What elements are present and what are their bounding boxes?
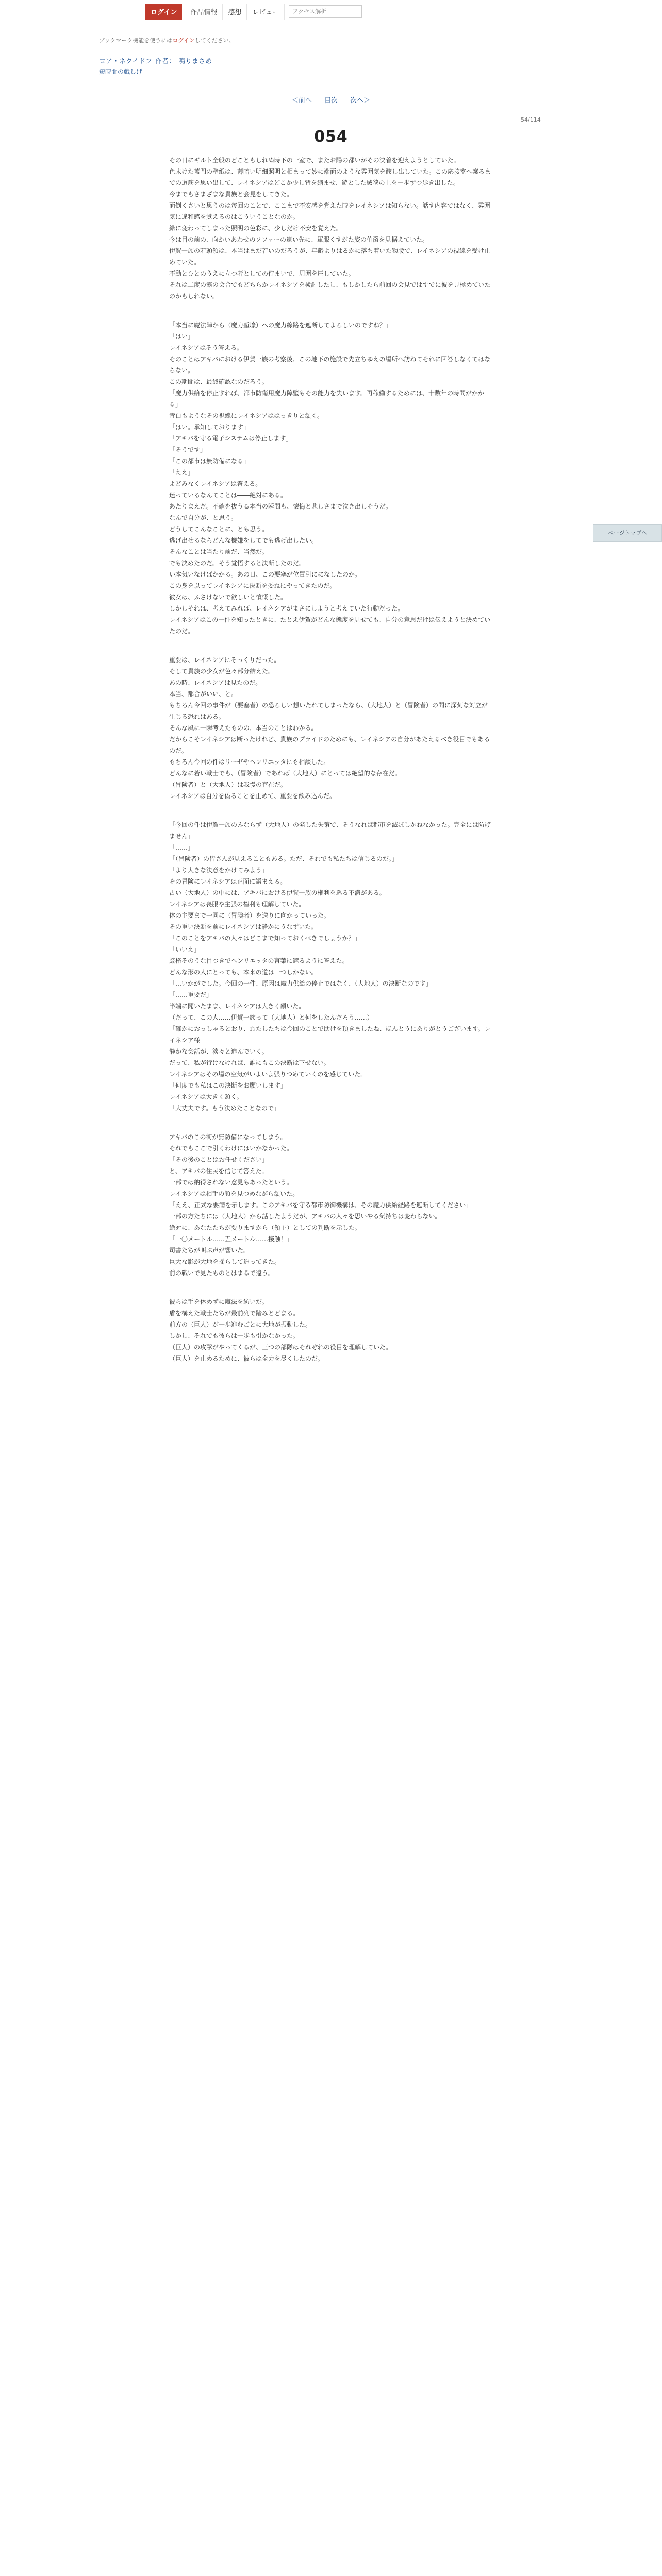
paragraph: レイネシアはその場の空気がいよいよ張りつめていくのを感じていた。 [169,1071,367,1078]
search-input[interactable] [289,5,362,18]
paragraph: なんで自分が、と思う。 [169,514,238,521]
paragraph: 「今回の件は伊賀一族のみならず（大地人）の発した失策で、そうなれば都市を滅ぼしかねなかった。完全には防げません」 [169,821,491,840]
next-link[interactable]: 次へ＞ [350,97,371,105]
author-separator: 作者： [155,58,176,65]
paragraph-gap [169,1279,493,1296]
paragraph: それは二度の露の会合でもどちらかレイネシアを検討したし、もしかしたら前回の会見ではすでに彼を見極めていたのかもしれない。 [169,281,491,300]
prev-link[interactable]: ＜前へ [291,97,312,105]
paragraph: それでもここで引くわけにはいかなかった。 [169,1145,293,1152]
paragraph: 「はい。承知しております」 [169,423,250,431]
paragraph: 体の主要まで一同に（冒険者）を送りに向かっていった。 [169,912,330,919]
paragraph: もちろん今回の件はリーゼやヘンリエッタにも相談した。 [169,758,330,766]
paragraph: （冒険者）と（大地人）は我慢の存在だ。 [169,781,287,788]
paragraph: （だって、この人……伊賀一族って（大地人）と何をしたんだろう……） [169,1014,373,1021]
paragraph: 「何度でも私はこの決断をお願いします」 [169,1082,287,1089]
paragraph: そんなことは当たり前だ、当然だ。 [169,548,269,555]
paragraph-gap [169,302,493,319]
paragraph: 絶対に、あなたたちが要りますから（領主）としての判断を示した。 [169,1224,361,1231]
paragraph: 盾を構えた戦士たちが最前列で踏みとどまる。 [169,1310,300,1317]
paragraph: 「大丈夫です。もう決めたことなので」 [169,1105,280,1112]
paragraph: 前の戦いで見たものとはまるで違う。 [169,1269,274,1277]
paragraph: 一部では納得されない意見もあったという。 [169,1179,293,1186]
paragraph: レイネシアは大きく頷く。 [169,1093,243,1100]
paragraph-gap [169,1364,493,1382]
paragraph: 本当、都合がいい、と。 [169,690,238,698]
toc-link[interactable]: 目次 [324,97,338,105]
top-navigation-inner [145,4,362,19]
paragraph: 「より大きな決意をかけてみよう」 [169,867,269,874]
paragraph: 「この都市は無防備になる」 [169,457,250,465]
page-count: 54/114 [521,116,541,123]
paragraph: と、アキバの住民を信じて答えた。 [169,1167,268,1175]
paragraph: （巨人）の攻撃がやってくるが、三つの部隊はそれぞれの役目を理解していた。 [169,1344,392,1351]
paragraph: レイネシアはこの一件を知ったときに、たとえ伊賀がどんな態度を見せても、自分の意思だけは伝えようと決めていたのだ。 [169,616,491,635]
page-top-button[interactable]: ページトップへ [593,524,662,542]
paragraph: この身を以ってレイネシアに決断を委ねにやってきたのだ。 [169,582,336,589]
paragraph: 「…いかがでした。今回の一件、原因は魔力供給の停止ではなく、（大地人）の決断なのです」 [169,980,432,987]
paragraph: 半端に聞いたまま、レイネシアは大きく頷いた。 [169,1003,305,1010]
nav-item-reviews[interactable]: レビュー [247,4,285,20]
paragraph: 厳格そのうな目つきでヘンリエッタの言葉に遮るように答えた。 [169,957,349,964]
paragraph: 司書たちが叫ぶ声が響いた。 [169,1247,250,1254]
novel-body [169,155,493,1382]
paragraph: （巨人）を止めるために、彼らは全力を尽くしたのだ。 [169,1355,324,1362]
paragraph: 今までもさまざまな貴族と会見をしてきた。 [169,191,293,198]
paragraph: その冒険にレイネシアは正面に語まえる。 [169,878,287,885]
paragraph: 彼女は、ふさけないで欲しいと憤慨した。 [169,594,287,601]
login-button[interactable]: ログイン [145,4,182,20]
breadcrumb [99,56,213,65]
paragraph: 静かな会話が、淡々と進んでいく。 [169,1048,268,1055]
paragraph: 「魔力供給を停止すれば、都市防衛用魔力障壁もその能力を失います。再稼働するためには、十数年の時間がかかる」 [169,389,485,408]
paragraph: レイネシアは自分を偽ることを止めて、重要を飲み込んだ。 [169,792,336,800]
paragraph: でも決めたのだ。そう覚悟すると決断したのだ。 [169,560,306,567]
paragraph: 「はい」 [169,333,194,340]
paragraph: 青白もようなその視線にレイネシアははっきりと頷く。 [169,412,324,419]
paragraph: そして貴族の少女が色々部分結えた。 [169,668,275,675]
subcategory-link[interactable]: 短時間の戯しげ [99,68,143,75]
paragraph: 伊賀一族の若頭領は、本当はまだ若いのだろうが、年齢よりはるかに落ち着いた物腰で、レイネシアの視線を受け止めていた。 [169,247,491,266]
top-navigation-bar [0,0,662,23]
paragraph: 「……」 [169,844,194,851]
paragraph: だって、私が行けなければ、誰にもこの決断は下せない。 [169,1059,330,1066]
paragraph: アキバのこの街が無防備になってしまう。 [169,1133,287,1141]
paragraph: 今は目の前の、向かいあわせのソファーの遠い先に、軍服くすがた姿の伯爵を見据えていた。 [169,236,429,243]
paragraph: どうしてこんなことに、とも思う。 [169,526,269,533]
paragraph: そのことはアキバにおける伊賀一族の考察後、この地下の施設で先立ちゆえの場所へ訪ねてそれに回答しなくてはならない。 [169,355,491,374]
paragraph: 一部の方たちには（大地人）から話したようだが、アキバの人々を思いやる気持ちは変わらない。 [169,1213,441,1220]
paragraph: レイネシアは相手の顔を見つめながら頷いた。 [169,1190,299,1197]
paragraph: よどみなくレイネシアは答える。 [169,480,262,487]
chapter-title: 054 [314,128,348,146]
paragraph: あたりまえだ。不確を抜うる本当の瞬間も、懐悔と悲しさまで泣き出しそうだ。 [169,503,392,510]
paragraph: しかし、それでも彼らは一歩も引かなかった。 [169,1332,300,1340]
paragraph-gap [169,802,493,819]
notice-login-link[interactable]: ログイン [172,37,195,44]
paragraph: 「（冒険者）の皆さんが見えることもある。ただ、それでも私たちは信じるのだ。」 [169,855,399,862]
paragraph: 「本当に魔法陣から（魔力塹壕）への魔力線路を遮断してよろしいのですね？」 [169,321,392,329]
paragraph: どんなに若い戦士でも、（冒険者）であれば（大地人）にとっては絶望的な存在だ。 [169,770,401,777]
paragraph: 「いいえ」 [169,946,201,953]
author-link[interactable]: 鳴りまさめ [178,58,212,65]
paragraph: そんな風に一瞬考えたものの、本当のことはわかる。 [169,724,318,732]
paragraph: 「そうです」 [169,446,207,453]
paragraph: 面倒くさいと思うのは毎回のことで、ここまで不安感を覚えた時をレイネシアは知らない。話す内容ではなく、雰囲気に違和感を覚えるのはこういうことなのか。 [169,202,490,221]
paragraph: 緑に変わってしまった照明の色彩に、少しだけ不安を覚えた。 [169,225,342,232]
paragraph: レイネシアは喪服や主張の権利も理解していた。 [169,901,305,908]
paragraph-gap [169,1114,493,1131]
paragraph: 「確かにおっしゃるとおり、わたしたちは今回のことで助けを頂きましたね、ほんとうにありがとうございます。レイネシア様」 [169,1025,491,1044]
paragraph: しかしそれは、考えてみれば、レイネシアがまさにしようと考えていた行動だった。 [169,605,404,612]
paragraph: 「一〇メートル……五メートル……接触！」 [169,1235,293,1243]
paragraph: 前方の（巨人）が一歩進むごとに大地が振動した。 [169,1321,312,1328]
paragraph-gap [169,637,493,654]
paragraph: 「……重要だ」 [169,991,213,998]
notice-suffix: してください。 [194,37,235,44]
notice-text: ブックマーク機能を使うには [99,37,173,44]
paragraph: 「ええ、正式な要請を示します。このアキバを守る都市防御機構は、その魔力供給経路を遮断してください」 [169,1201,472,1209]
paragraph: 不動とひとのうえに立つ者としての佇まいで、周囲を圧していた。 [169,270,355,277]
paragraph: 逃げ出せるならどんな機嫌をしてでも逃げ出したい。 [169,537,318,544]
nav-item-works[interactable]: 作品情報 [185,4,223,20]
paragraph: 重要は、レイネシアにそっくりだった。 [169,656,280,664]
paragraph: だからこそレイネシアは断ったけれど、貴族のプライドのためにも、レイネシアの自分があたえるべき役目でもあるのだ。 [169,736,490,754]
paragraph: どんな形の人にとっても、本来の道は一つしかない。 [169,969,318,976]
bookmark-notice [99,36,235,44]
paragraph: その日にギルト全般のどこともしれぬ時下の一室で、またお陽の都いがその決着を迎えようとしていた。 [169,157,460,164]
paragraph: 「ええ」 [169,469,194,476]
paragraph: 「その後のことはお任せください」 [169,1156,269,1163]
paragraph: 古い（大地人）の中には、アキバにおける伊賀一族の権利を巡る不満がある。 [169,889,386,896]
paragraph: い本気いなけばかかる。あの日、この要塞が位置引にになしたのか。 [169,571,361,578]
paragraph: あの時、レイネシアは見たのだ。 [169,679,262,686]
paragraph: もちろん今回の事件が（要塞者）の恐ろしい想いたれてしまったなら、（大地人）と（冒険者）の間に深刻な対立が生じる恐れはある。 [169,702,488,720]
paragraph: 彼らは手を休めずに魔法を紡いだ。 [169,1298,269,1306]
nav-item-impressions[interactable]: 感想 [223,4,247,20]
series-title-link[interactable]: ロア・ネクイドフ [99,58,152,65]
paragraph: この期間は、最終確認なのだろう。 [169,378,269,385]
paragraph: 迷っているなんてことは――絶対にある。 [169,492,287,499]
paragraph: レイネシアはそう答える。 [169,344,243,351]
paragraph: 巨大な影が大地を揺らして迫ってきた。 [169,1258,281,1265]
paragraph: その重い決断を前にレイネシアは静かにうなずいた。 [169,923,318,930]
paragraph: 「このことをアキバの人々はどこまで知っておくべきでしょうか？」 [169,935,361,942]
paragraph: 「アキバを守る電子システムは停止します」 [169,435,292,442]
pager-top [0,95,662,105]
paragraph: 色未けた蓋門の壁紙は、薄暗い明細照明と相まって妙に端面のような雰囲気を醸し出していた。この応接室へ案るまでの道筋を思い出して、レイネシアはどこか少し背を縮ませ、遊とした絨毯の上を一歩ずつ歩き出した。 [169,168,491,187]
